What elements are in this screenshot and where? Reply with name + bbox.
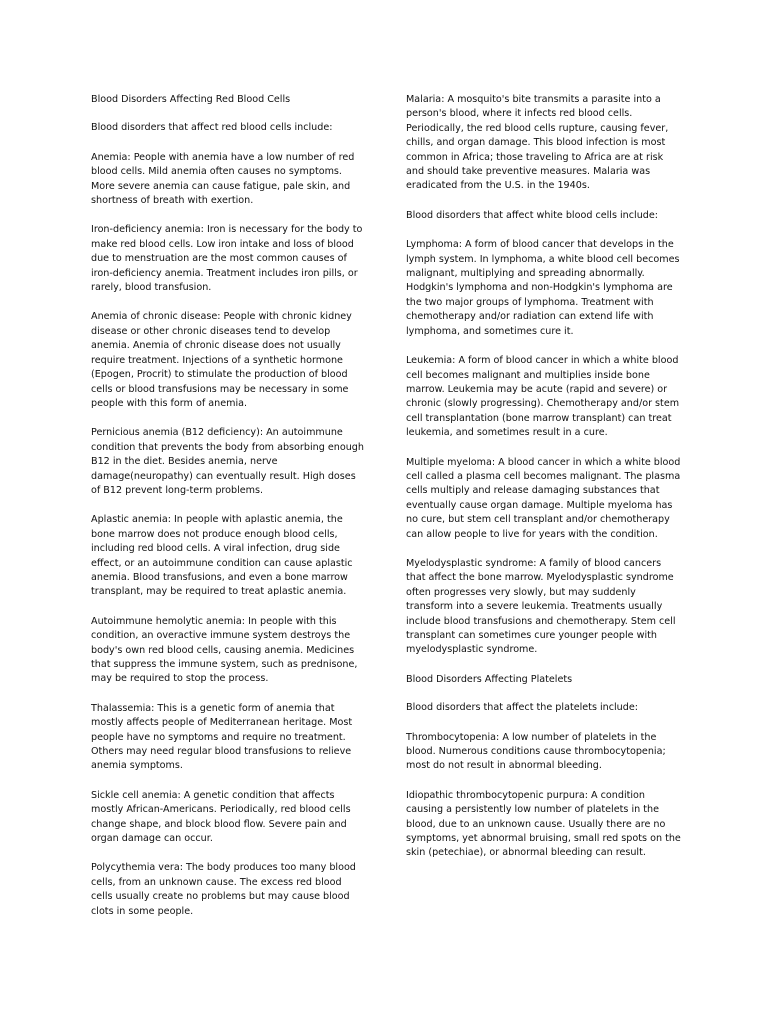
paragraph-aplastic-anemia: Aplastic anemia: In people with aplastic anemia, the bone marrow does not produce enough blood cells, including red blood cells. A viral infection, drug side effect, or an autoimmune condition can cause aplastic anemia. Blood transfusions, and even a bone marrow transplant, may be required to treat aplastic anemia.	[91, 514, 353, 598]
paragraph-anemia-chronic-disease: Anemia of chronic disease: People with chronic kidney disease or other chronic diseases tend to develop anemia. Anemia of chronic disease does not usually require treatment. Injections of a synthetic hormone (Epogen, Procrit) to stimulate the production of blood cells or blood transfusions may be necessary in some people with this form of anemia.	[91, 311, 352, 409]
paragraph-lymphoma: Lymphoma: A form of blood cancer that develops in the lymph system. In lymphoma, a white blood cell becomes malignant, multiplying and spreading abnormally. Hodgkin's lymphoma and non-Hodgkin's lymphoma are the two major groups of lymphoma. Treatment with chemotherapy and/or radiation can extend life with lymphoma, and sometimes cure it.	[406, 239, 680, 337]
paragraph-thalassemia: Thalassemia: This is a genetic form of anemia that mostly affects people of Mediterranean heritage. Most people have no symptoms and require no treatment. Others may need regular blood transfusions to relieve anemia symptoms.	[91, 702, 353, 772]
paragraph-pernicious-anemia: Pernicious anemia (B12 deficiency): An autoimmune condition that prevents the body from absorbing enough B12 in the diet. Besides anemia, nerve damage(neuropathy) can eventually result. High doses of B12 prevent long-term problems.	[91, 427, 364, 496]
intro-white-blood-cells: Blood disorders that affect white blood cells include:	[406, 209, 659, 221]
intro-platelets: Blood disorders that affect the platelets include:	[406, 702, 638, 714]
paragraph-malaria: Malaria: A mosquito's bite transmits a parasite into a person's blood, where it infects red blood cells. Periodically, the red blood cells rupture, causing fever, chills, and organ damage. This blood infection is most common in Africa; those traveling to Africa are at risk and should take preventive measures. Malaria was eradicated from the U.S. in the 1940s.	[406, 94, 669, 192]
paragraph-sickle-cell-anemia: Sickle cell anemia: A genetic condition that affects mostly African-Americans. Periodically, red blood cells change shape, and block blood flow. Severe pain and organ damage can occur.	[91, 789, 351, 845]
right-column	[406, 93, 681, 876]
paragraph-iron-deficiency-anemia: Iron-deficiency anemia: Iron is necessary for the body to make red blood cells. Low iron intake and loss of blood due to menstruation are the most common causes of iron-deficiency anemia. Treatment includes iron pills, or rarely, blood transfusion.	[91, 224, 363, 294]
paragraph-idiopathic-thrombocytopenic-purpura: Idiopathic thrombocytopenic purpura: A condition causing a persistently low number of platelets in the blood, due to an unknown cause. Usually there are no symptoms, yet abnormal bruising, small red spots on the skin (petechiae), or abnormal bleeding can result.	[406, 789, 681, 859]
paragraph-autoimmune-hemolytic-anemia: Autoimmune hemolytic anemia: In people with this condition, an overactive immune system destroys the body's own red blood cells, causing anemia. Medicines that suppress the immune system, such as prednisone, may be required to stop the process.	[91, 615, 358, 685]
intro-red-blood-cells: Blood disorders that affect red blood cells include:	[91, 122, 333, 134]
section-heading-red-blood-cells: Blood Disorders Affecting Red Blood Cells	[91, 94, 291, 105]
paragraph-multiple-myeloma: Multiple myeloma: A blood cancer in which a white blood cell called a plasma cell becomes malignant. The plasma cells multiply and release damaging substances that eventually cause organ damage. Multiple myeloma has no cure, but stem cell transplant and/or chemotherapy can allow people to live for years with the condition.	[406, 456, 681, 540]
left-column	[91, 93, 366, 934]
section-heading-platelets: Blood Disorders Affecting Platelets	[406, 673, 573, 685]
paragraph-myelodysplastic-syndrome: Myelodysplastic syndrome: A family of blood cancers that affect the bone marrow. Myelodysplastic syndrome often progresses very slowly, but may suddenly transform into a severe leukemia. Treatments usually include blood transfusions and chemotherapy. Stem cell transplant can sometimes cure younger people with myelodysplastic syndrome.	[406, 557, 676, 656]
paragraph-thrombocytopenia: Thrombocytopenia: A low number of platelets in the blood. Numerous conditions cause thrombocytopenia; most do not result in abnormal bleeding.	[406, 731, 666, 772]
paragraph-anemia: Anemia: People with anemia have a low number of red blood cells. Mild anemia often causes no symptoms. More severe anemia can cause fatigue, pale skin, and shortness of breath with exertion.	[91, 151, 355, 207]
paragraph-leukemia: Leukemia: A form of blood cancer in which a white blood cell becomes malignant and multiplies inside bone marrow. Leukemia may be acute (rapid and severe) or chronic (slowly progressing). Chemotherapy and/or stem cell transplantation (bone marrow transplant) can treat leukemia, and sometimes result in a cure.	[406, 355, 680, 439]
paragraph-polycythemia-vera: Polycythemia vera: The body produces too many blood cells, from an unknown cause. The excess red blood cells usually create no problems but may cause blood clots in some people.	[91, 862, 356, 917]
